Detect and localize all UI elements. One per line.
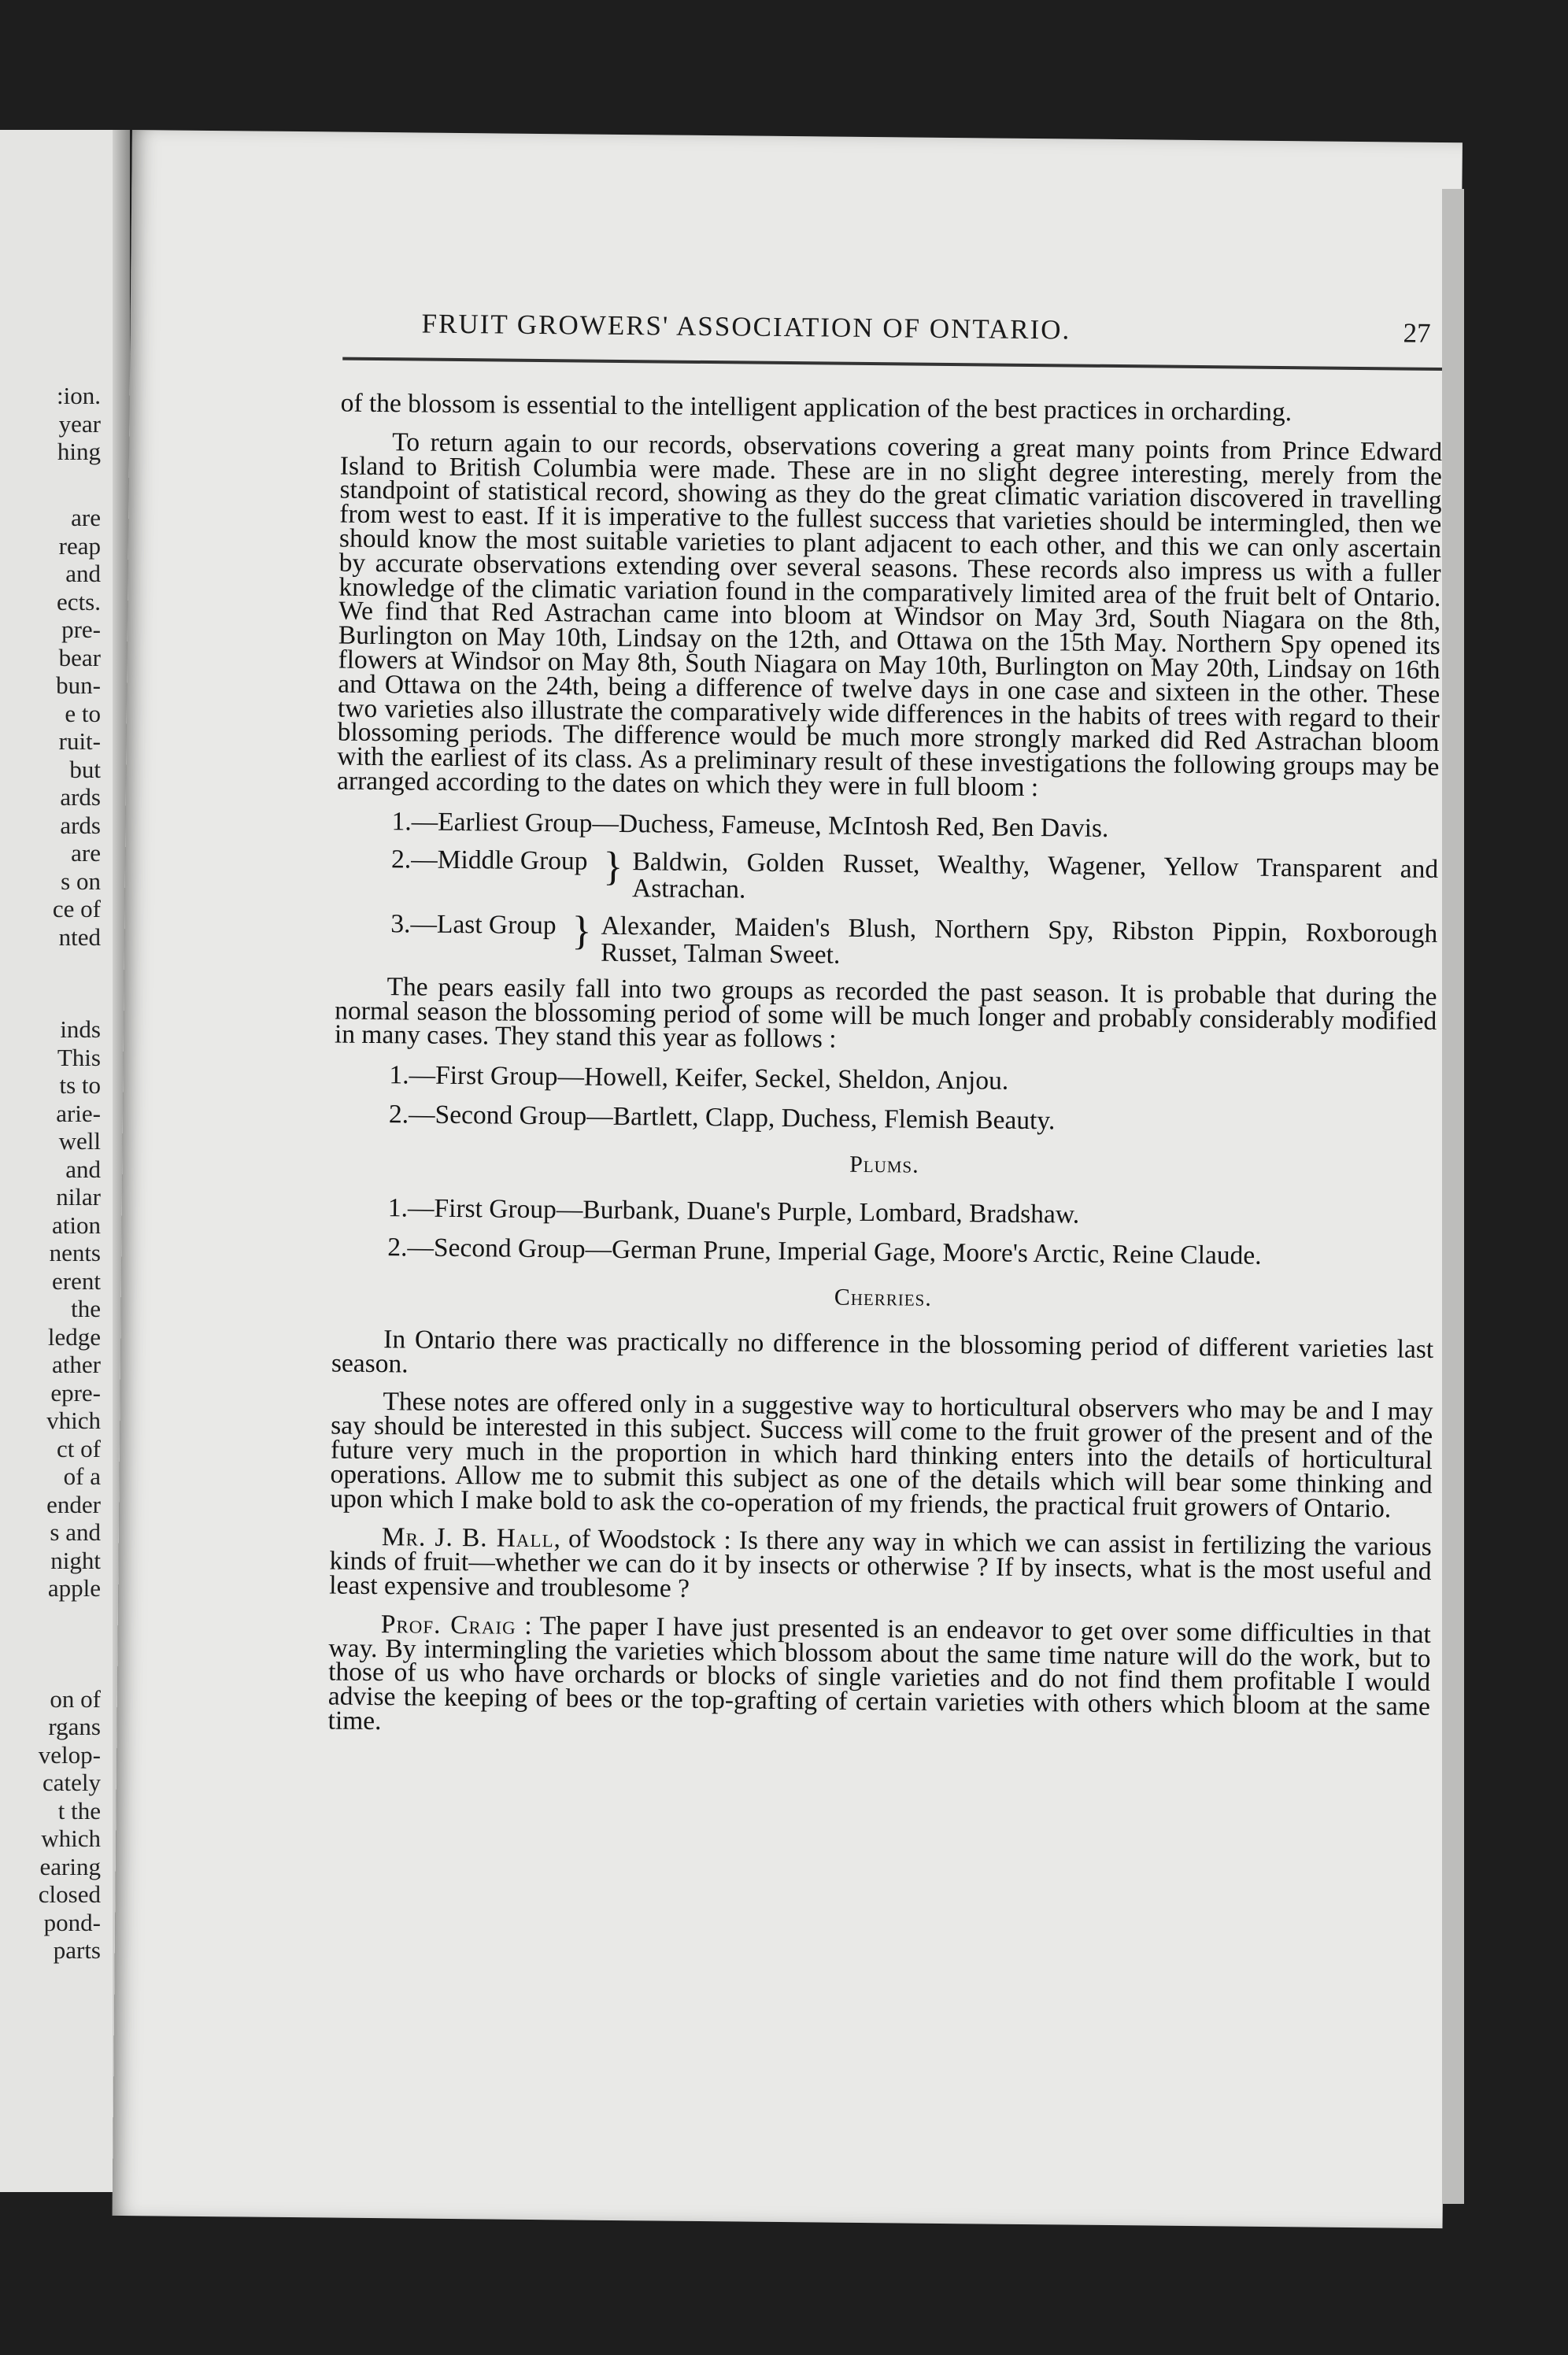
previous-page-line: are [71,504,101,531]
group-number: 3.— [390,908,438,939]
previous-page-line: earing [39,1852,101,1880]
previous-page-line: ct of [57,1434,101,1462]
previous-page-line: ledge [47,1322,101,1351]
group-label: Middle Group [437,845,588,876]
paragraph-hall-question [329,1522,1432,1609]
plums-heading: Plums. [849,1151,919,1178]
speaker-name: Prof. Craig [380,1609,516,1640]
previous-page-line: hing [57,438,101,465]
group-brace: } [571,908,592,954]
previous-page-line: pre- [61,616,101,643]
pear-group-first: 1.—First Group—Howell, Keifer, Seckel, Sheldon, Anjou. [389,1060,1009,1096]
previous-page-line: ation [52,1211,101,1239]
previous-page-line: velop- [38,1740,101,1769]
group-varieties: Baldwin, Golden Russet, Wealthy, Wagener, Yellow Transparent and Astrachan. [631,846,1439,904]
paragraph-continuation: of the blossom is essential to the intelligent application of the best practices in orcharding. [340,388,1292,427]
previous-page-line: of a [63,1462,101,1490]
previous-page-line: are [71,839,101,867]
previous-page-line: ards [60,783,101,811]
previous-page-line: ce of [52,895,101,922]
previous-page-line: epre- [50,1378,101,1407]
previous-page-line: s on [61,867,101,895]
previous-page-line: cately [42,1769,101,1796]
apple-group-middle [391,846,1439,910]
previous-page-line: closed [38,1880,101,1908]
running-header: FRUIT GROWERS' ASSOCIATION OF ONTARIO. [421,308,1071,346]
previous-page-line: This [57,1043,101,1071]
previous-page-line: nted [58,922,101,951]
previous-page-line: e to [65,699,101,727]
previous-page-line: arie- [56,1099,101,1127]
previous-page-line: ender [46,1490,101,1518]
apple-group-last [390,908,1438,974]
previous-page-line: rgans [48,1713,101,1740]
pear-group-second: 2.—Second Group—Bartlett, Clapp, Duchess, Flemish Beauty. [388,1100,1056,1136]
speaker-name: Mr. J. B. Hall [381,1522,554,1554]
previous-page-line: ects. [57,587,101,616]
group-label: Last Group [436,909,557,940]
previous-page-line: bun- [56,671,101,699]
group-varieties: Alexander, Maiden's Blush, Northern Spy, Ribston Pippin, Roxborough Russet, Talman Sweet. [601,911,1438,970]
previous-page-line: year [58,409,101,438]
page-number: 27 [1403,317,1431,349]
page [113,130,1463,2228]
paragraph-notes: These notes are offered only in a suggestive way to horticultural observers who may be and I may say should be interested in this subject. Success will come to the fruit grower of the present and of the future very much in the proportion in which hard thinking enters into the details of horticultural operations. Allow me to submit this subject as one of the details which will bear some thinking and upon which I make bold to ask the co-operation of my friends, the practical fruit growers of Ontario. [330,1387,1433,1523]
previous-page-line: ards [60,811,101,839]
previous-page-line: on of [50,1684,101,1713]
speaker-text: : The paper I have just presented is an endeavor to get over some difficulties in that way. By intermingling the varieties which blossom about the same time nature will do the work, but to those of us who have orchards or blocks of single varieties and do not find them profitable I would advise the keeping of bees or the top-grafting of certain varieties with others which bloom at the same time. [327,1610,1431,1736]
previous-page-line: t the [57,1796,101,1824]
previous-page-line: vhich [46,1407,101,1434]
previous-page-line: ts to [59,1071,101,1099]
previous-page-line: reap [58,531,101,560]
previous-page-line: pond- [43,1908,101,1936]
previous-page-line: :ion. [57,382,101,409]
previous-page-line: and [65,560,101,587]
previous-page-line: bear [58,643,101,671]
previous-page-line: but [69,755,101,783]
speaker-text: , of Woodstock : Is there any way in which we can assist in fertilizing the various kinds of fruit—whether we can do it by insects or otherwise ? If by insects, what is the most useful and least expensive and troublesome ? [329,1524,1432,1603]
previous-page-line: which [41,1824,101,1852]
previous-page-line: ather [52,1351,101,1378]
previous-page-line: nents [49,1239,101,1266]
previous-page-line: s and [50,1518,101,1546]
paragraph-cherries: In Ontario there was practically no difference in the blossoming period of different varieties last season. [331,1324,1434,1378]
paragraph-craig-answer [327,1609,1431,1743]
paragraph-records: To return again to our records, observations covering a great many points from Prince Edward Island to British Columbia were made. These are in no slight degree interesting, merely from the standpoint of statistical record, showing as they do the great climatic variation discovered in travelling from west to east. If it is imperative to the fullest success that varieties should be intermingled, then we should know the most suitable varieties to plant adjacent to each other, and this we can only ascertain by accurate observations extending over several seasons. These records also impress us with a fuller knowledge of the climatic variation found in the comparatively limited area of the fruit belt of Ontario. We find that Red Astrachan came into bloom at Windsor on May 3rd, South Niagara on the 8th, Burlington on May 10th, Lindsay on the 12th, and Ottawa on the 15th May. Northern Spy opened its flowers at Windsor on May 8th, South Niagara on May 10th, Burlington on May 20th, Lindsay on 16th and Ottawa on the 24th, being a difference of twelve days in one case and sixteen in the other. These two varieties also illustrate the comparatively wide differences in the habits of trees with regard to their blossoming periods. The difference would be much more strongly marked did Red Astrachan bloom with the earliest of its class. As a preliminary result of these investigations the following groups may be arranged according to the dates on which they were in full bloom : [336,427,1443,803]
apple-group-earliest [391,808,1438,845]
header-rule [342,357,1443,371]
previous-page-line: parts [53,1936,101,1964]
plum-group-first: 1.—First Group—Burbank, Duane's Purple, Lombard, Bradshaw. [387,1193,1080,1229]
plum-group-second: 2.—Second Group—German Prune, Imperial Gage, Moore's Arctic, Reine Claude. [387,1233,1262,1270]
cherries-heading: Cherries. [834,1284,932,1311]
page-edge [1442,189,1464,2204]
previous-page-line: inds [60,1015,101,1043]
previous-page-line: ruit- [58,727,101,755]
previous-page-line: well [58,1127,101,1155]
group-varieties: Duchess, Fameuse, McIntosh Red, Ben Davis. [618,808,1109,843]
previous-page-line: the [71,1295,101,1322]
body-text [327,388,1443,1758]
group-label: Earliest Group— [438,807,619,838]
previous-page-line: nilar [56,1183,101,1211]
previous-page-line: apple [47,1574,101,1602]
previous-page-line: and [65,1155,101,1183]
previous-page-line: erent [52,1266,101,1295]
group-number: 2.— [390,844,438,874]
previous-page-line: night [50,1546,101,1574]
group-brace: } [603,844,623,889]
group-number: 1.— [391,806,438,837]
paragraph-pears: The pears easily fall into two groups as recorded the past season. It is probable that during the normal season the blossoming period of some will be much longer and probably considerably modified in many cases. They stand this year as follows : [334,971,1437,1054]
